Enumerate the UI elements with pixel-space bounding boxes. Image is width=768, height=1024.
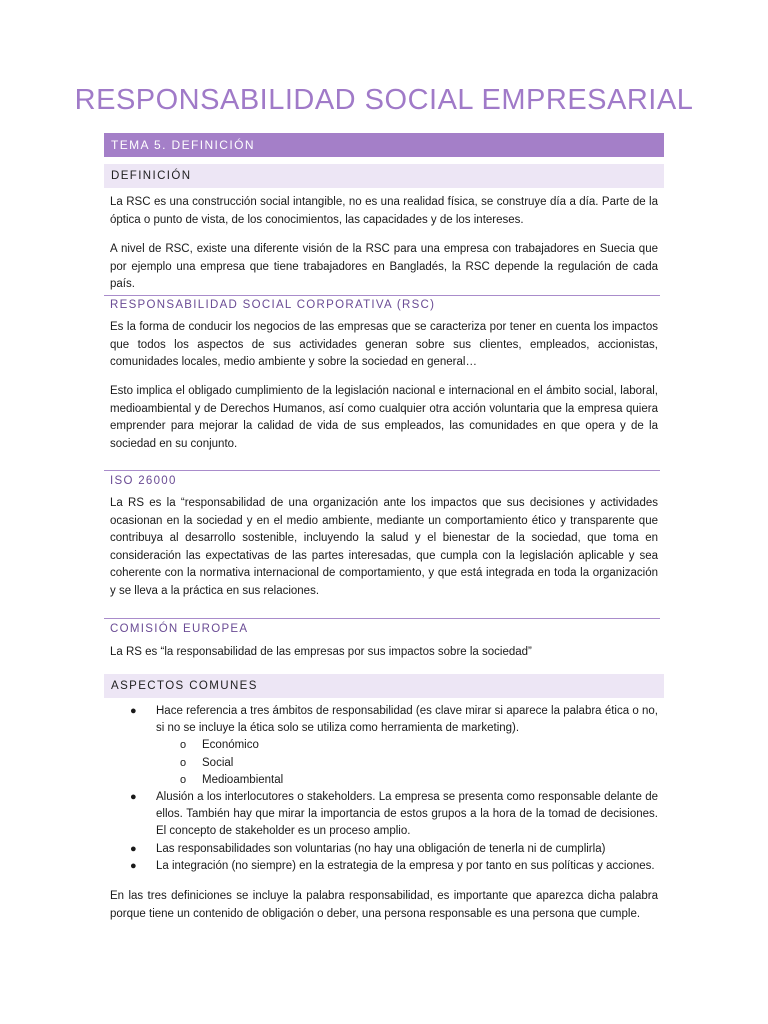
paragraph-definicion-1: La RSC es una construcción social intangible, no es una realidad física, se construye día a día. Parte de la óptica o punto de vista, de los conocimientos, las capacidades y de los intereses. (110, 196, 658, 226)
sub-list (156, 737, 658, 789)
bullet-icon: ● (130, 859, 137, 872)
sub-list-item: o Social (156, 755, 658, 772)
divider-comision (104, 618, 660, 619)
sub-list-item: o Económico (156, 737, 658, 754)
heading-aspectos: ASPECTOS COMUNES (104, 674, 664, 698)
list-item: ● Hace referencia a tres ámbitos de responsabilidad (es clave mirar si aparece la palabra ética o no, si no se incluye la ética solo se utiliza como herramienta de marketing). o Económico o Social o Medioambiental (110, 703, 658, 789)
divider-iso (104, 470, 660, 471)
heading-comision: COMISIÓN EUROPEA (110, 623, 249, 635)
heading-rsc: RESPONSABILIDAD SOCIAL CORPORATIVA (RSC) (110, 299, 436, 311)
section-banner-tema: TEMA 5. DEFINICIÓN (104, 133, 664, 157)
heading-iso: ISO 26000 (110, 475, 177, 487)
heading-definicion: DEFINICIÓN (104, 164, 664, 188)
paragraph-closing: En las tres definiciones se incluye la palabra responsabilidad, es importante que aparezca dicha palabra porque tiene un contenido de obligación o deber, una persona responsable es una persona que cumple. (110, 890, 658, 920)
list-item: ● Las responsabilidades son voluntarias (no hay una obligación de tenerla ni de cumplirla) (110, 841, 658, 858)
paragraph-comision-1: La RS es “la responsabilidad de las empresas por sus impactos sobre la sociedad” (110, 646, 532, 658)
circle-bullet-icon: o (180, 773, 187, 786)
sub-list-item: o Medioambiental (156, 772, 658, 789)
circle-bullet-icon: o (180, 756, 187, 769)
list-item: ● La integración (no siempre) en la estrategia de la empresa y por tanto en sus políticas y acciones. (110, 858, 658, 875)
paragraph-rsc-1: Es la forma de conducir los negocios de las empresas que se caracteriza por tener en cuenta los impactos que todos los aspectos de sus actividades generan sobre sus clientes, empleados, accionistas, comunidades locales, medio ambiente y sobre la sociedad en general… (110, 321, 658, 368)
list-item: ● Alusión a los interlocutores o stakeholders. La empresa se presenta como responsable delante de ellos. También hay que mirar la importancia de estos grupos a la hora de la tomad de decisiones. El concepto de stakeholder es un proceso amplio. (130, 791, 658, 838)
paragraph-definicion-2: A nivel de RSC, existe una diferente visión de la RSC para una empresa con trabajadores en Suecia que por ejemplo una empresa que tiene trabajadores en Bangladés, la RSC depende la regulación de cada país. (110, 243, 658, 290)
bullet-icon: ● (130, 791, 137, 804)
bullet-icon: ● (130, 842, 137, 855)
page-title: RESPONSABILIDAD SOCIAL EMPRESARIAL (74, 84, 694, 116)
divider-rsc (104, 295, 660, 296)
paragraph-iso-1: La RS es la “responsabilidad de una organización ante los impactos que sus decisiones y actividades ocasionan en la sociedad y en el medio ambiente, mediante un comportamiento ético y transparente que contribuya al desarrollo sostenible, incluyendo la salud y el bienestar de la sociedad, que toma en consideración las expectativas de las partes interesadas, que cumpla con la legislación aplicable y sea coherente con la normativa internacional de comportamiento, y que está integrada en toda la organización y se lleva a la práctica en sus relaciones. (110, 497, 658, 597)
aspectos-list (110, 703, 658, 875)
paragraph-rsc-2: Esto implica el obligado cumplimiento de la legislación nacional e internacional en el ámbito social, laboral, medioambiental y de Derechos Humanos, así como cualquier otra acción voluntaria que la empresa quiera emprender para mejorar la calidad de vida de sus empleados, las comunidades en que opera y de la sociedad en su conjunto. (110, 385, 658, 450)
circle-bullet-icon: o (180, 739, 187, 752)
bullet-icon: ● (130, 705, 137, 717)
